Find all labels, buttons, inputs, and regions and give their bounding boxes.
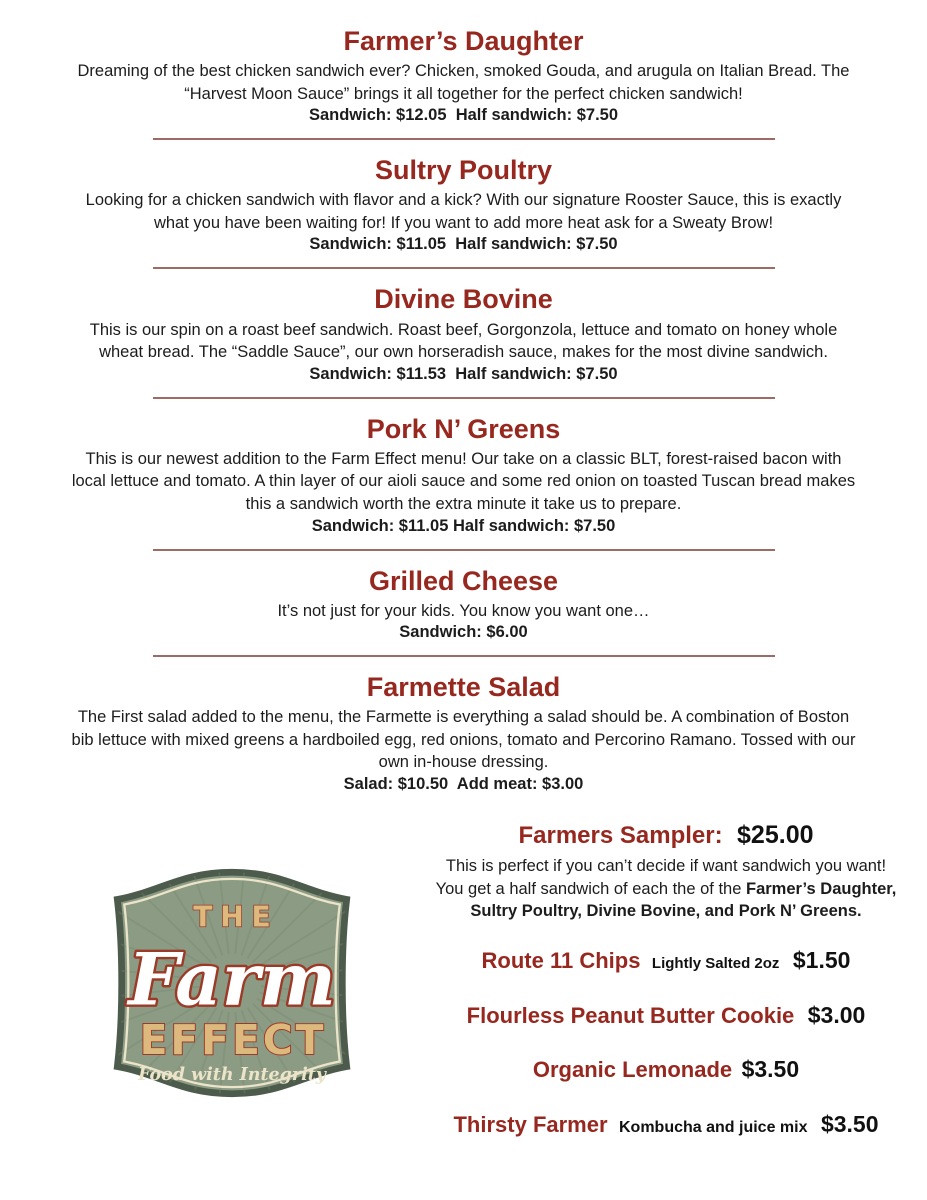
extra-price: $3.50 [741,1056,800,1083]
extra-item-route-11-chips [418,947,914,975]
section-divider [153,655,775,657]
menu-section-sultry-poultry [69,155,859,254]
logo-tagline: Food with Integrity [138,1065,326,1086]
menu-section-divine-bovine [69,284,859,383]
section-description: This is our newest addition to the Farm Effect menu! Our take on a classic BLT, forest-raised bacon with local lettuce and tomato. A thin layer of our aioli sauce and some red onion on toasted Tuscan bread makes this a sandwich worth the extra minute it take us to prepare. [71,449,856,513]
menu-section-farmette-salad [69,672,859,794]
sampler-title: Farmers Sampler: [518,822,723,849]
sampler-and-extras [418,820,914,1165]
extra-item-thirsty-farmer [418,1111,914,1139]
section-divider [153,397,775,399]
section-price: Salad: $10.50 Add meat: $3.00 [343,775,584,793]
sampler-description-regular: This is perfect if you can’t decide if want sandwich you want! You get a half sandwich of each the of the [435,856,887,898]
section-price: Sandwich: $12.05 Half sandwich: $7.50 [308,106,619,125]
sampler-description-bold: Farmer’s Daughter, Sultry Poultry, Divine Bovine, and Pork N’ Greens. [470,879,897,921]
extras-list [418,947,914,1138]
extra-name: Thirsty Farmer [453,1111,608,1137]
logo-word-farm: Farm [128,937,336,1022]
section-divider [153,267,775,269]
extra-name: Flourless Peanut Butter Cookie [466,1002,795,1028]
logo-word-effect: EFFECT [139,1015,327,1064]
sampler-heading [418,820,914,851]
sampler-description [431,855,901,923]
farm-effect-logo [96,858,368,1113]
extra-item-organic-lemonade [418,1056,914,1084]
section-description: Looking for a chicken sandwich with flavor and a kick? With our signature Rooster Sauce, this is exactly what you have been waiting for! If you want to add more heat ask for a Sweaty Brow! [85,191,842,232]
extra-note: Kombucha and juice mix [619,1118,808,1136]
extra-note: Lightly Salted 2oz [651,955,780,973]
section-price: Sandwich: $11.53 Half sandwich: $7.50 [309,364,618,383]
section-price: Sandwich: $11.05 Half sandwich: $7.50 [309,235,618,254]
farm-effect-badge [96,858,368,1108]
menu-section-grilled-cheese [69,566,859,643]
menu-section-farmers-daughter [69,26,859,125]
extra-price: $1.50 [792,947,851,974]
logo-word-the: THE [193,900,279,934]
sampler-price: $25.00 [737,821,814,849]
section-description: The First salad added to the menu, the Farmette is everything a salad should be. A combination of Boston bib lettuce with mixed greens a hardboiled egg, red onions, tomato and Percorino Ramano. Tossed with our own in-house dressing. [71,708,856,772]
section-title: Divine Bovine [374,284,553,315]
section-title: Pork N’ Greens [366,413,561,444]
extra-item-flourless-peanut-butter-cookie [418,1002,914,1030]
section-title: Farmer’s Daughter [343,26,584,56]
section-description: Dreaming of the best chicken sandwich ever? Chicken, smoked Gouda, and arugula on Italian Bread. The “Harvest Moon Sauce” brings it all together for the perfect chicken sandwich! [77,62,850,103]
menu-section-pork-n-greens [69,414,859,536]
section-title: Grilled Cheese [368,565,559,596]
section-price: Sandwich: $11.05 Half sandwich: $7.50 [311,516,616,535]
section-description: It’s not just for your kids. You know you want one… [277,601,650,620]
extra-price: $3.00 [807,1001,866,1028]
section-divider [153,138,775,140]
menu-sections [69,0,859,794]
section-divider [153,549,775,551]
section-description: This is our spin on a roast beef sandwich. Roast beef, Gorgonzola, lettuce and tomato on honey whole wheat bread. The “Saddle Sauce”, our own horseradish sauce, makes for the most divine sandwich. [89,320,838,362]
section-price: Sandwich: $6.00 [399,623,528,642]
bottom-area [0,820,927,1165]
section-title: Sultry Poultry [374,155,553,186]
extra-name: Organic Lemonade [532,1057,733,1083]
extra-name: Route 11 Chips [481,948,641,974]
section-title: Farmette Salad [366,672,561,703]
extra-price: $3.50 [820,1110,879,1137]
